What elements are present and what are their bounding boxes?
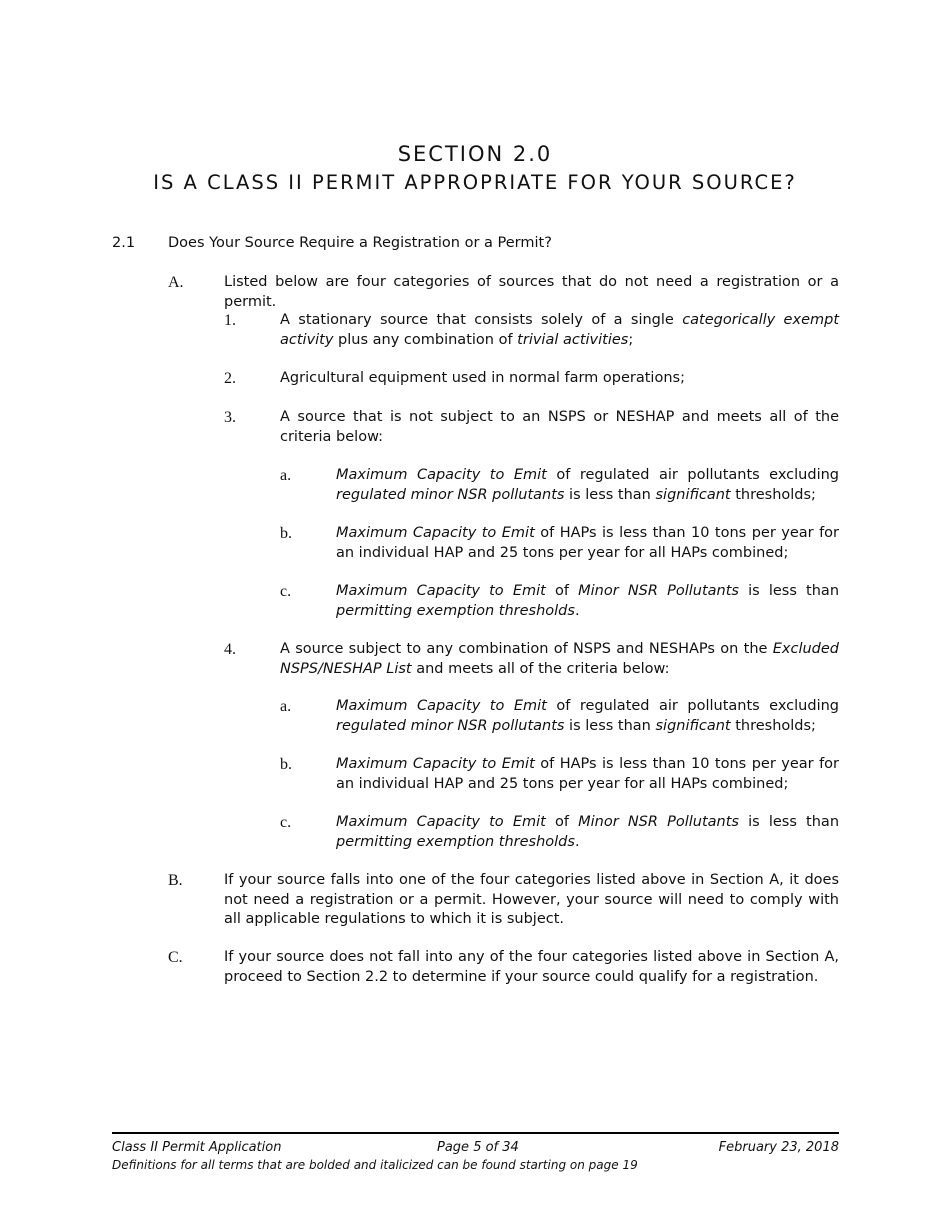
section-subtitle: IS A CLASS II PERMIT APPROPRIATE FOR YOUR SOURCE? — [153, 171, 797, 194]
footer-definitions-note: Definitions for all terms that are bolded and italicized can be found starting on page 19 — [112, 1158, 638, 1172]
item-4c-text: Maximum Capacity to Emit of Minor NSR Pollutants is less than permitting exemption thresholds. — [336, 814, 840, 850]
footer-rule — [112, 1132, 839, 1134]
item-marker-2: 2. — [224, 370, 236, 387]
item-A-text: Listed below are four categories of sources that do not need a registration or a permit. — [224, 274, 839, 310]
item-3a-marker: a. — [280, 467, 292, 484]
item-marker-3: 3. — [224, 409, 236, 426]
item-4b-marker: b. — [280, 756, 292, 773]
item-4c-marker: c. — [280, 814, 292, 831]
footer-date: February 23, 2018 — [718, 1140, 839, 1155]
item-1-text: A stationary source that consists solely of a single categorically exempt activity plus any combination of trivial activities; — [280, 312, 839, 348]
section-title: SECTION 2.0 — [397, 142, 553, 166]
item-3c-text: Maximum Capacity to Emit of Minor NSR Pollutants is less than permitting exemption thresholds. — [336, 583, 840, 619]
section-heading: Does Your Source Require a Registration or a Permit? — [168, 235, 552, 251]
item-marker-A: A. — [168, 274, 184, 291]
item-marker-4: 4. — [224, 641, 236, 658]
item-3a-text: Maximum Capacity to Emit of regulated air pollutants excluding regulated minor NSR pollutants is less than significant thresholds; — [336, 467, 839, 503]
item-4-text: A source subject to any combination of NSPS and NESHAPs on the Excluded NSPS/NESHAP List and meets all of the criteria below: — [280, 641, 839, 677]
item-marker-C: C. — [168, 949, 183, 966]
item-2-text: Agricultural equipment used in normal farm operations; — [280, 370, 685, 386]
item-marker-1: 1. — [224, 312, 236, 329]
item-4a-text: Maximum Capacity to Emit of regulated air pollutants excluding regulated minor NSR pollutants is less than significant thresholds; — [336, 698, 839, 734]
footer-doc-title: Class II Permit Application — [112, 1140, 282, 1155]
item-4b-text: Maximum Capacity to Emit of HAPs is less than 10 tons per year for an individual HAP and 25 tons per year for all HAPs combined; — [336, 756, 840, 792]
item-3-text: A source that is not subject to an NSPS or NESHAP and meets all of the criteria below: — [280, 409, 839, 445]
item-B-text: If your source falls into one of the four categories listed above in Section A, it does not need a registration or a permit. However, your source will need to comply with all applicable regulations to which it is subject. — [224, 872, 839, 927]
section-number: 2.1 — [112, 235, 136, 251]
item-3b-text: Maximum Capacity to Emit of HAPs is less than 10 tons per year for an individual HAP and 25 tons per year for all HAPs combined; — [336, 525, 840, 561]
item-4a-marker: a. — [280, 698, 292, 715]
item-marker-B: B. — [168, 872, 183, 889]
item-C-text: If your source does not fall into any of the four categories listed above in Section A, proceed to Section 2.2 to determine if your source could qualify for a registration. — [224, 949, 839, 985]
footer-page-number: Page 5 of 34 — [437, 1140, 519, 1155]
item-3b-marker: b. — [280, 525, 292, 542]
item-3c-marker: c. — [280, 583, 292, 600]
